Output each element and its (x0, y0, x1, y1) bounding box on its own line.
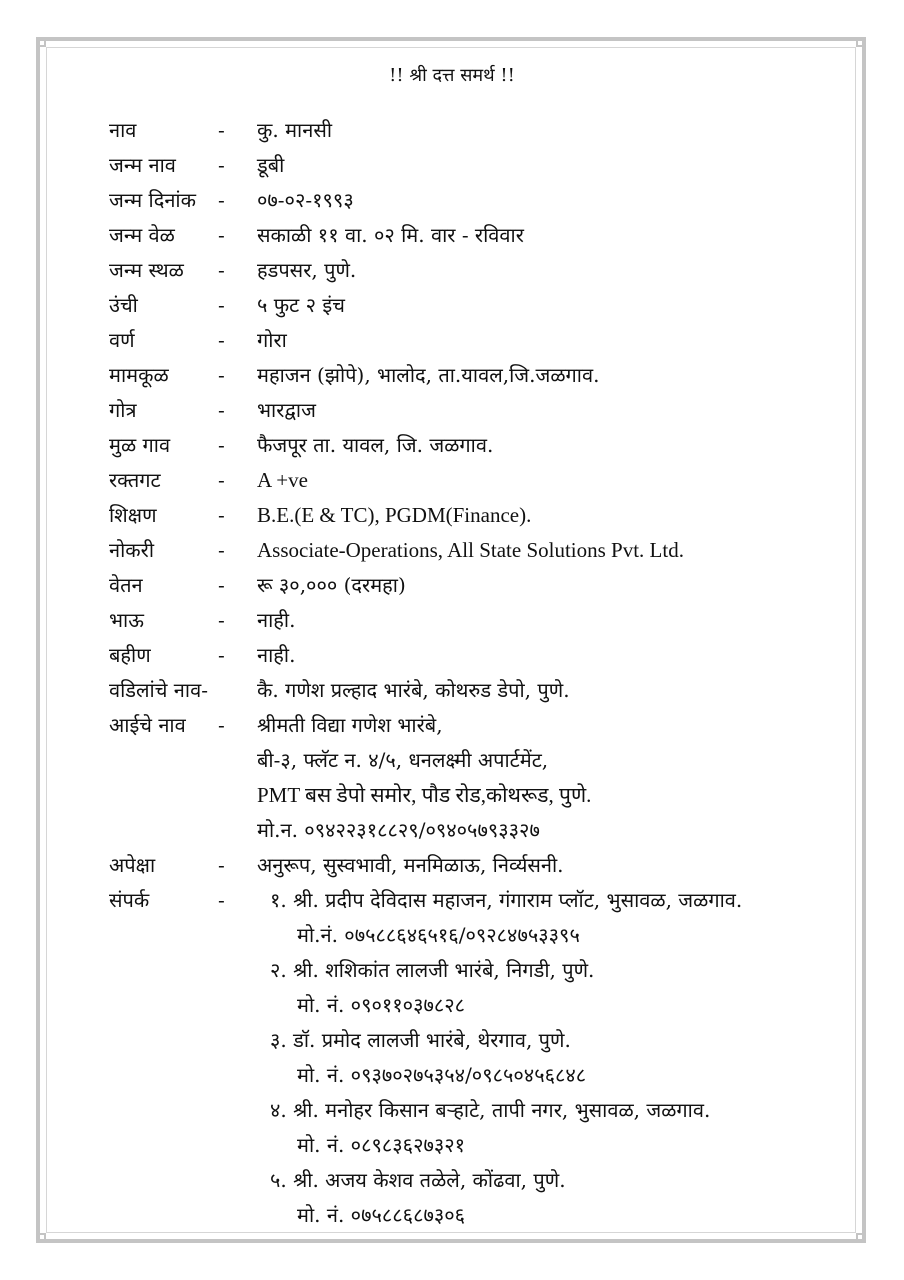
field-separator: - (218, 363, 225, 387)
field-separator: - (218, 398, 225, 422)
field-value: श्रीमती विद्या गणेश भारंबे, (257, 713, 443, 737)
field-value: गोरा (257, 328, 287, 352)
field-separator: - (218, 188, 225, 212)
field-label: नाव (109, 118, 137, 142)
field-value: B.E.(E & TC), PGDM(Finance). (257, 503, 532, 527)
field-value: ५ फुट २ इंच (257, 293, 345, 317)
field-value: सकाळी ११ वा. ०२ मि. वार - रविवार (257, 223, 524, 247)
field-separator: - (218, 713, 225, 737)
field-label: वर्ण (109, 328, 135, 352)
field-value: डूबी (257, 153, 285, 177)
field-value: A +ve (257, 468, 308, 492)
mother-address-line: PMT बस डेपो समोर, पौड रोड,कोथरूड, पुणे. (257, 783, 592, 807)
contact-entry-name: ३. डॉ. प्रमोद लालजी भारंबे, थेरगाव, पुणे. (270, 1028, 571, 1052)
field-separator: - (218, 468, 225, 492)
field-value: Associate-Operations, All State Solutions Pvt. Ltd. (257, 538, 684, 562)
field-separator: - (218, 573, 225, 597)
field-separator: - (218, 643, 225, 667)
mother-address-line: बी-३, फ्लॅट न. ४/५, धनलक्ष्मी अपार्टमेंट, (257, 748, 549, 772)
field-value: कु. मानसी (257, 118, 333, 142)
field-label: जन्म स्थळ (109, 258, 184, 282)
field-separator: - (218, 153, 225, 177)
field-label: मामकूळ (109, 363, 169, 387)
field-value: कै. गणेश प्रल्हाद भारंबे, कोथरुड डेपो, पुणे. (257, 678, 570, 702)
field-label: मुळ गाव (109, 433, 171, 457)
border-corner-ornament (36, 37, 46, 47)
page-header: !! श्री दत्त समर्थ !! (389, 65, 515, 86)
field-separator: - (218, 293, 225, 317)
border-corner-ornament (856, 1233, 866, 1243)
mother-phone-line: मो.न. ०९४२२३१८८२९/०९४०५७९३३२७ (257, 818, 540, 842)
field-separator: - (218, 853, 225, 877)
contact-entry-phone: मो. नं. ०८९८३६२७३२१ (297, 1133, 466, 1157)
field-separator: - (218, 118, 225, 142)
field-value: फैजपूर ता. यावल, जि. जळगाव. (257, 433, 494, 457)
field-separator: - (218, 888, 225, 912)
field-label: रक्तगट (109, 468, 161, 492)
contact-entry-phone: मो. नं. ०९०११०३७८२८ (297, 993, 466, 1017)
field-separator: - (218, 538, 225, 562)
field-separator: - (218, 608, 225, 632)
border-corner-ornament (856, 37, 866, 47)
contact-entry-phone: मो. नं. ०९३७०२७५३५४/०९८५०४५६८४८ (297, 1063, 587, 1087)
contact-entry-phone: मो.नं. ०७५८८६४६५१६/०९२८४७५३३९५ (297, 923, 580, 947)
field-label: संपर्क (109, 888, 150, 912)
field-separator: - (218, 223, 225, 247)
field-value: अनुरूप, सुस्वभावी, मनमिळाऊ, निर्व्यसनी. (257, 853, 564, 877)
field-value: रू ३०,००० (दरमहा) (257, 573, 406, 597)
field-separator: - (218, 258, 225, 282)
field-value: भारद्वाज (257, 398, 316, 422)
field-separator: - (218, 503, 225, 527)
field-separator: - (218, 328, 225, 352)
field-label: जन्म नाव (109, 153, 176, 177)
contact-entry-name: ४. श्री. मनोहर किसान बऱ्हाटे, तापी नगर, भुसावळ, जळगाव. (270, 1098, 711, 1122)
field-label: नोकरी (109, 538, 154, 562)
field-value: नाही. (257, 608, 296, 632)
field-separator: - (218, 433, 225, 457)
contact-entry-name: ५. श्री. अजय केशव तळेले, कोंढवा, पुणे. (270, 1168, 566, 1192)
field-label: वेतन (109, 573, 143, 597)
field-label: अपेक्षा (109, 853, 156, 877)
contact-entry-name: २. श्री. शशिकांत लालजी भारंबे, निगडी, पुणे. (270, 958, 595, 982)
field-value: नाही. (257, 643, 296, 667)
field-label: बहीण (109, 643, 151, 667)
field-label: जन्म वेळ (109, 223, 175, 247)
border-corner-ornament (36, 1233, 46, 1243)
field-label: आईचे नाव (109, 713, 186, 737)
contact-entry-name: १. श्री. प्रदीप देविदास महाजन, गंगाराम प्लॉट, भुसावळ, जळगाव. (270, 888, 743, 912)
field-label: उंची (109, 293, 138, 317)
field-value: महाजन (झोपे), भालोद, ता.यावल,जि.जळगाव. (257, 363, 600, 387)
field-label: जन्म दिनांक (109, 188, 196, 212)
field-value: ०७-०२-१९९३ (257, 188, 354, 212)
field-value: हडपसर, पुणे. (257, 258, 357, 282)
field-label: भाऊ (109, 608, 144, 632)
field-label: वडिलांचे नाव- (109, 678, 208, 702)
field-label: शिक्षण (109, 503, 157, 527)
field-label: गोत्र (109, 398, 137, 422)
contact-entry-phone: मो. नं. ०७५८८६८७३०६ (297, 1203, 466, 1227)
